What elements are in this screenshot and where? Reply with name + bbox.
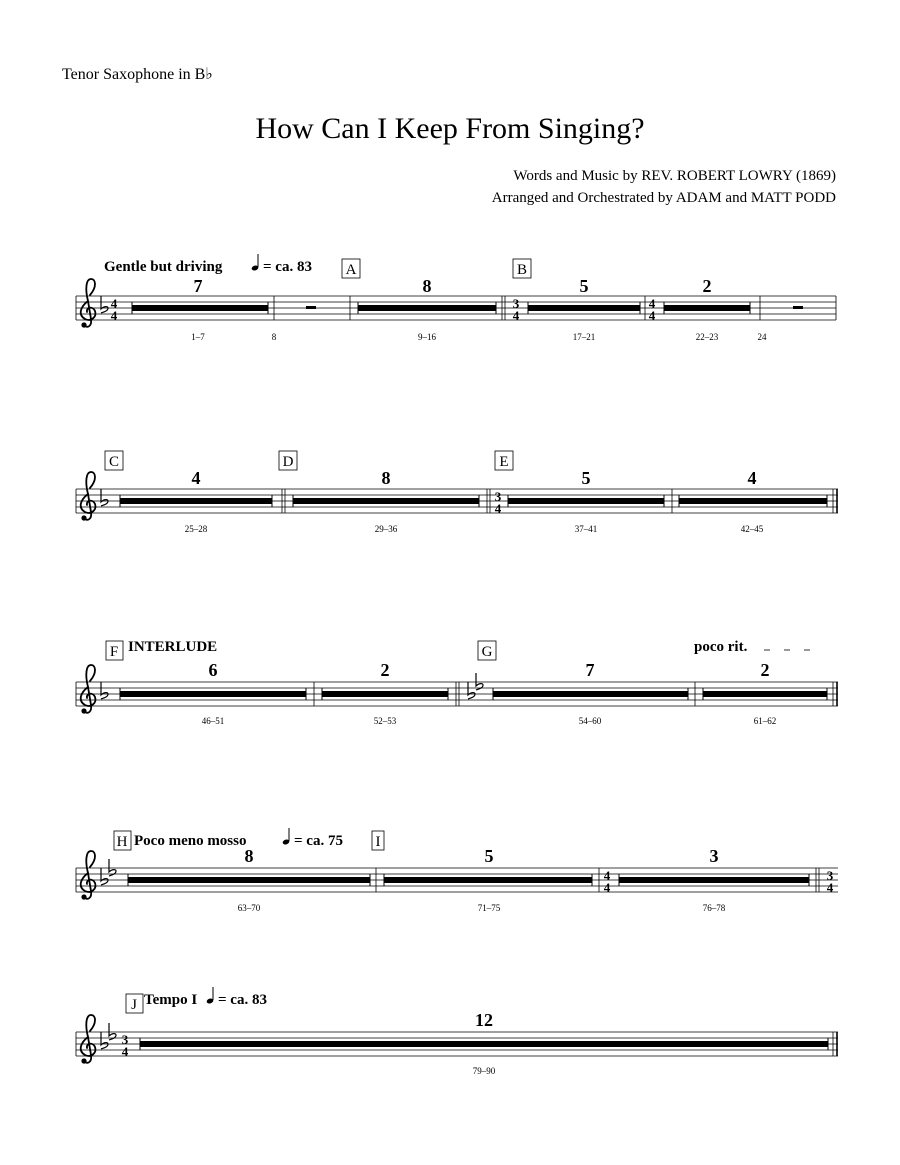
multirest-count: 2 [380, 660, 390, 680]
tempo-marking: = ca. 83 [218, 992, 267, 1008]
flat-icon [101, 682, 108, 699]
whole-rest-icon [793, 306, 803, 309]
measure-range: 1–7 [191, 332, 205, 342]
tempo-direction: Gentle but driving [104, 259, 223, 275]
time-sig-bottom: 4 [648, 308, 656, 323]
time-sig-top: 3 [826, 868, 834, 883]
measure-range: 29–36 [374, 524, 398, 534]
staff-system-4 [76, 828, 838, 913]
time-sig-top: 4 [603, 868, 611, 883]
rehearsal-letter: H [116, 834, 128, 850]
rehearsal-letter: C [108, 454, 120, 470]
multirest-count: 8 [422, 276, 432, 296]
measure-range: 9–16 [418, 332, 436, 342]
multirest-count: 5 [579, 276, 589, 296]
multirest-count: 8 [381, 468, 391, 488]
flat-icon [109, 1023, 116, 1040]
flat-icon [101, 868, 108, 885]
arranger-credit: Arranged and Orchestrated by ADAM and MATT PODD [491, 190, 836, 206]
svg-text:4: 4 [110, 308, 118, 323]
measure-range: 22–23 [695, 332, 719, 342]
flat-icon [101, 489, 108, 506]
rehearsal-letter: I [375, 834, 381, 850]
multirest-count: 7 [585, 660, 595, 680]
svg-text:4: 4 [110, 296, 118, 311]
whole-rest-icon [306, 306, 316, 309]
time-sig-top: 3 [494, 489, 502, 504]
time-sig-bottom: 4 [826, 880, 834, 895]
measure-range: 25–28 [184, 524, 208, 534]
measure-range: 17–21 [572, 332, 596, 342]
multirest-count: 8 [244, 846, 254, 866]
multirest-count: 12 [475, 1010, 493, 1030]
time-sig-top: 3 [512, 296, 520, 311]
measure-range: 71–75 [477, 903, 501, 913]
multirest-count: 5 [581, 468, 591, 488]
flat-icon [476, 673, 483, 690]
time-sig-top: 3 [121, 1032, 129, 1047]
staff-system-3 [76, 639, 838, 726]
rehearsal-letter: F [109, 644, 119, 660]
multirest-count: 3 [709, 846, 719, 866]
measure-range: 46–51 [201, 716, 225, 726]
multirest-count: 4 [747, 468, 757, 488]
multirest-count: 2 [760, 660, 770, 680]
tempo-direction: Poco meno mosso [134, 833, 247, 849]
time-sig-bottom: 4 [121, 1044, 129, 1059]
tempo-marking: = ca. 75 [294, 833, 343, 849]
multirest-count: 4 [191, 468, 201, 488]
rehearsal-letter: G [481, 644, 493, 660]
flat-icon [101, 1032, 108, 1049]
measure-range: 79–90 [472, 1066, 496, 1076]
measure-range: 54–60 [578, 716, 602, 726]
flat-icon [109, 859, 116, 876]
measure-range: 42–45 [740, 524, 764, 534]
measure-range: 8 [271, 332, 277, 342]
time-sig-bottom: 4 [494, 501, 502, 516]
measure-range: 24 [757, 332, 767, 342]
multirest-count: 7 [193, 276, 203, 296]
multirest-count: 5 [484, 846, 494, 866]
measure-range: 37–41 [574, 524, 598, 534]
rehearsal-letter: E [499, 454, 509, 470]
staff-system-1 [76, 254, 836, 342]
page-title: How Can I Keep From Singing? [255, 112, 645, 145]
multirest-count: 6 [208, 660, 218, 680]
measure-range: 76–78 [702, 903, 726, 913]
instrument-name: Tenor Saxophone in B♭ [62, 66, 213, 83]
composer-credit: Words and Music by REV. ROBERT LOWRY (1869) [513, 168, 836, 184]
rehearsal-letter: A [345, 262, 357, 278]
poco-rit-direction: poco rit. [694, 639, 748, 655]
quarter-note-icon [251, 254, 259, 271]
rehearsal-letter: D [282, 454, 294, 470]
rehearsal-letter: B [516, 262, 528, 278]
measure-range: 61–62 [753, 716, 777, 726]
measure-range: 52–53 [373, 716, 397, 726]
time-sig-bottom: 4 [603, 880, 611, 895]
section-direction: INTERLUDE [128, 639, 218, 655]
quarter-note-icon [206, 987, 214, 1004]
staff-system-5 [76, 987, 838, 1076]
tempo-marking: = ca. 83 [263, 259, 312, 275]
flat-icon [101, 296, 108, 313]
quarter-note-icon [282, 828, 290, 845]
flat-icon [468, 682, 475, 699]
staff-system-2 [76, 451, 838, 534]
time-sig-top: 4 [648, 296, 656, 311]
measure-range: 63–70 [237, 903, 261, 913]
time-sig-bottom: 4 [512, 308, 520, 323]
tempo-direction: Tempo I [144, 992, 198, 1008]
multirest-count: 2 [702, 276, 712, 296]
rehearsal-letter: J [131, 997, 137, 1013]
